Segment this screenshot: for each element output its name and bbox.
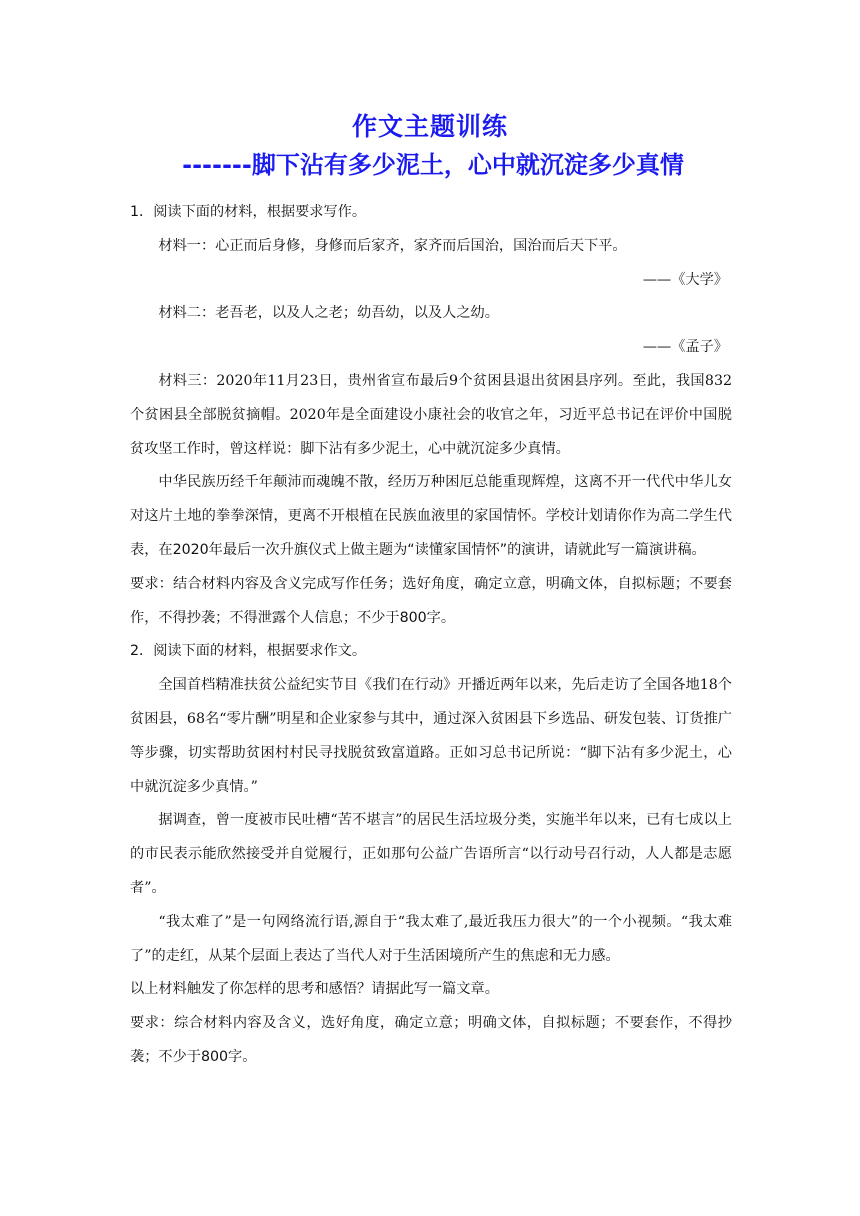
document-body	[130, 196, 732, 1075]
question-2-paragraph-3: “我太难了”是一句网络流行语,源自于“我太难了,最近我压力很大”的一个小视频。“我太难了”的走红，从某个层面上表达了当代人对于生活困境所产生的焦虑和无力感。	[130, 913, 732, 964]
question-1-heading: 1．阅读下面的材料，根据要求写作。	[130, 204, 367, 220]
question-2-heading: 2．阅读下面的材料，根据要求作文。	[130, 643, 367, 660]
page-title: 作文主题训练	[351, 112, 508, 141]
question-1-requirements: 要求：结合材料内容及含义完成写作任务；选好角度，确定立意，明确文体，自拟标题；不要套作，不得抄袭；不得泄露个人信息；不少于800字。	[130, 575, 732, 626]
question-2-requirements: 要求：综合材料内容及含义，选好角度，确定立意；明确文体，自拟标题；不要套作，不得抄袭；不少于800字。	[130, 1015, 732, 1065]
question-2-paragraph-1: 全国首档精准扶贫公益纪实节目《我们在行动》开播近两年以来，先后走访了全国各地18个贫困县，68名“零片酬”明星和企业家参与其中，通过深入贫困县下乡选品、研发包装、订货推广等步骤，切实帮助贫困村村民寻找脱贫致富道路。正如习总书记所说：“脚下沾有多少泥土，心中就沉淀多少真情。”	[130, 677, 732, 795]
material-2-source: ——《孟子》	[642, 339, 728, 356]
question-1-task: 中华民族历经千年颠沛而魂魄不散，经历万种困厄总能重现辉煌，这离不开一代代中华儿女对这片土地的拳拳深情，更离不开根植在民族血液里的家国情怀。学校计划请你作为高二学生代表，在2020年最后一次升旗仪式上做主题为“读懂家国情怀”的演讲，请就此写一篇演讲稿。	[130, 474, 732, 558]
material-1-source: ——《大学》	[642, 271, 728, 288]
material-2: 材料二：老吾老，以及人之老；幼吾幼，以及人之幼。	[158, 305, 499, 322]
title-block	[0, 108, 860, 184]
question-2-prompt: 以上材料触发了你怎样的思考和感悟？请据此写一篇文章。	[130, 981, 499, 998]
material-3: 材料三：2020年11月23日，贵州省宣布最后9个贫困县退出贫困县序列。至此，我国832个贫困县全部脱贫摘帽。2020年是全面建设小康社会的收官之年，习近平总书记在评价中国脱贫攻坚工作时，曾这样说：脚下沾有多少泥土，心中就沉淀多少真情。	[130, 372, 732, 457]
question-2-paragraph-2: 据调查，曾一度被市民吐槽“苦不堪言”的居民生活垃圾分类，实施半年以来，已有七成以上的市民表示能欣然接受并自觉履行，正如那句公益广告语所言“以行动号召行动，人人都是志愿者”。	[130, 812, 732, 896]
page-subtitle: -------脚下沾有多少泥土，心中就沉淀多少真情	[182, 151, 684, 179]
material-1: 材料一：心正而后身修，身修而后家齐，家齐而后国治，国治而后天下平。	[158, 237, 627, 254]
